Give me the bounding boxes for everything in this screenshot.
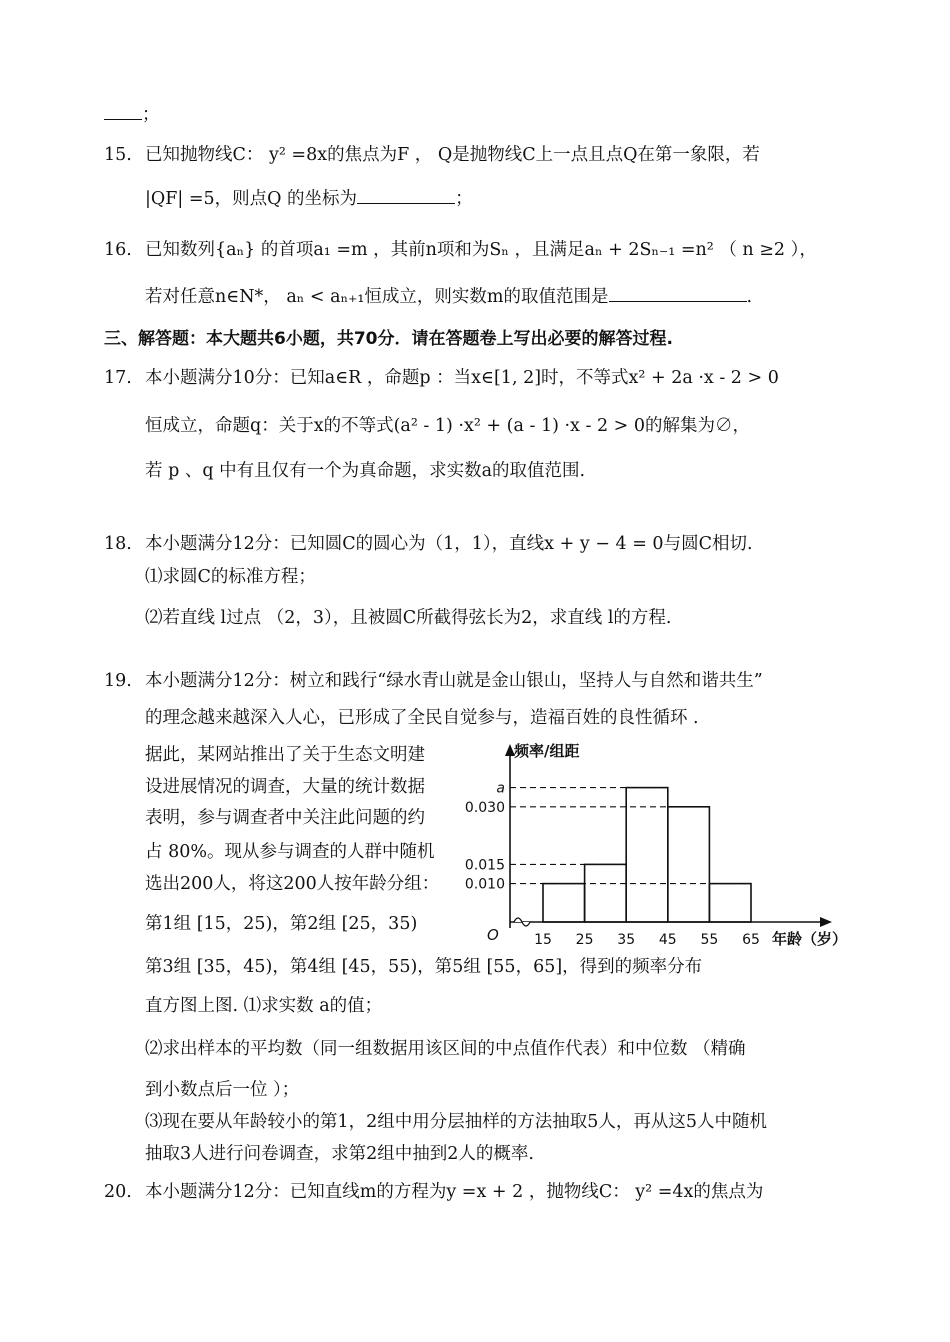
- x-axis-arrow: [820, 917, 832, 927]
- question-19-line-7: 选出200人，将这200人按年龄分组：: [145, 874, 440, 894]
- blank-tail: ；: [142, 105, 160, 125]
- question-17-line-2: 恒成立，命题q：关于x的不等式(a² - 1) ·x² + (a - 1) ·x - 2 > 0的解集为∅，: [145, 416, 750, 436]
- question-17-line-3: 若 p 、q 中有且仅有一个为真命题，求实数a的取值范围.: [145, 461, 586, 481]
- question-19-line-2: 的理念越来越深入人心，已形成了全民自觉参与，造福百姓的良性循环 .: [145, 708, 699, 728]
- question-19-line-12: 到小数点后一位 ）；: [145, 1080, 300, 1100]
- histogram-svg: [458, 740, 853, 955]
- x-tick-label: 35: [617, 932, 636, 948]
- origin-label: O: [487, 926, 499, 944]
- x-axis-label: 年龄（岁）: [772, 930, 848, 948]
- blank-tail: .: [746, 287, 753, 307]
- blank-tail: ；: [455, 189, 473, 209]
- y-tick-label: a: [496, 780, 505, 797]
- question-19-line-13: ⑶现在要从年龄较小的第1，2组中用分层抽样的方法抽取5人，再从这5人中随机: [145, 1112, 768, 1132]
- previous-answer-blank: [104, 103, 160, 127]
- question-16-line-1: 已知数列{aₙ} 的首项a₁ =m ，其前n项和为Sₙ ，且满足aₙ + 2Sₙ₋₁ =n² （ n ≥2 ），: [145, 240, 817, 260]
- histogram-bar: [543, 884, 585, 922]
- answer-blank: [609, 285, 747, 302]
- question-15-line-1: 已知抛物线C： y² =8x的焦点为F ， Q是抛物线C上一点且点Q在第一象限，若: [145, 145, 760, 165]
- answer-blank: [104, 103, 142, 120]
- x-tick-label: 45: [658, 932, 677, 948]
- x-tick-label: 25: [575, 932, 594, 948]
- answer-blank: [357, 187, 455, 204]
- question-18-line-1: 本小题满分12分：已知圆C的圆心为（1，1），直线x + y − 4 = 0与圆C相切.: [145, 534, 753, 554]
- question-18-line-3: ⑵若直线 l过点 （2，3），且被圆C所截得弦长为2，求直线 l的方程.: [145, 608, 672, 628]
- x-tick-label: 65: [742, 932, 760, 948]
- question-18-line-2: ⑴求圆C的标准方程；: [145, 567, 316, 587]
- question-19-line-6: 占 80%。现从参与调查的人群中随机: [145, 842, 435, 862]
- histogram-bar: [709, 884, 751, 922]
- frequency-histogram: [458, 740, 853, 955]
- question-19-line-9: 第3组 [35，45)，第4组 [45，55)，第5组 [55，65]，得到的频率分布: [145, 957, 703, 977]
- question-19-number: 19.: [104, 671, 132, 691]
- question-18-number: 18.: [104, 534, 132, 554]
- histogram-bar: [668, 807, 710, 922]
- histogram-bar: [626, 788, 668, 922]
- axis-break: [514, 918, 530, 926]
- x-tick-label: 55: [700, 932, 719, 948]
- question-20-number: 20.: [104, 1182, 132, 1202]
- question-19-line-11: ⑵求出样本的平均数（同一组数据用该区间的中点值作代表）和中位数 （精确: [145, 1039, 746, 1059]
- question-19-line-10: 直方图上图. ⑴求实数 a的值；: [145, 996, 383, 1016]
- question-19-line-1: 本小题满分12分：树立和践行“绿水青山就是金山银山，坚持人与自然和谐共生”: [145, 671, 763, 691]
- question-19-line-3: 据此，某网站推出了关于生态文明建: [145, 745, 425, 765]
- y-tick-label: 0.030: [464, 799, 505, 816]
- y-tick-label: 0.015: [464, 857, 505, 874]
- x-tick-label: 15: [534, 932, 552, 948]
- question-17-number: 17.: [104, 368, 132, 388]
- question-15-text: |QF| =5，则点Q 的坐标为: [145, 189, 358, 209]
- question-19-line-4: 设进展情况的调查，大量的统计数据: [145, 777, 425, 797]
- question-15-number: 15.: [104, 145, 132, 165]
- question-19-line-8: 第1组 [15，25)，第2组 [25，35): [145, 914, 418, 934]
- y-axis-label: 频率/组距: [514, 742, 580, 760]
- question-15-line-2: [145, 187, 473, 211]
- question-20-line-1: 本小题满分12分：已知直线m的方程为y =x + 2 ，抛物线C： y² =4x的焦点为: [145, 1182, 764, 1202]
- question-16-line-2: [145, 285, 752, 309]
- question-19-line-5: 表明，参与调查者中关注此问题的约: [145, 808, 425, 828]
- y-tick-label: 0.010: [464, 876, 505, 893]
- question-16-number: 16.: [104, 240, 132, 260]
- histogram-bar: [585, 864, 627, 922]
- question-19-line-14: 抽取3人进行问卷调查，求第2组中抽到2人的概率.: [145, 1144, 534, 1164]
- question-16-text: 若对任意n∈N*， aₙ < aₙ₊₁恒成立，则实数m的取值范围是: [145, 287, 609, 307]
- question-17-line-1: 本小题满分10分：已知a∈R ，命题p ：当x∈[1, 2]时，不等式x² + 2a ·x - 2 > 0: [145, 368, 779, 388]
- section-3-heading: 三、解答题：本大题共6小题，共70分．请在答题卷上写出必要的解答过程.: [104, 329, 673, 349]
